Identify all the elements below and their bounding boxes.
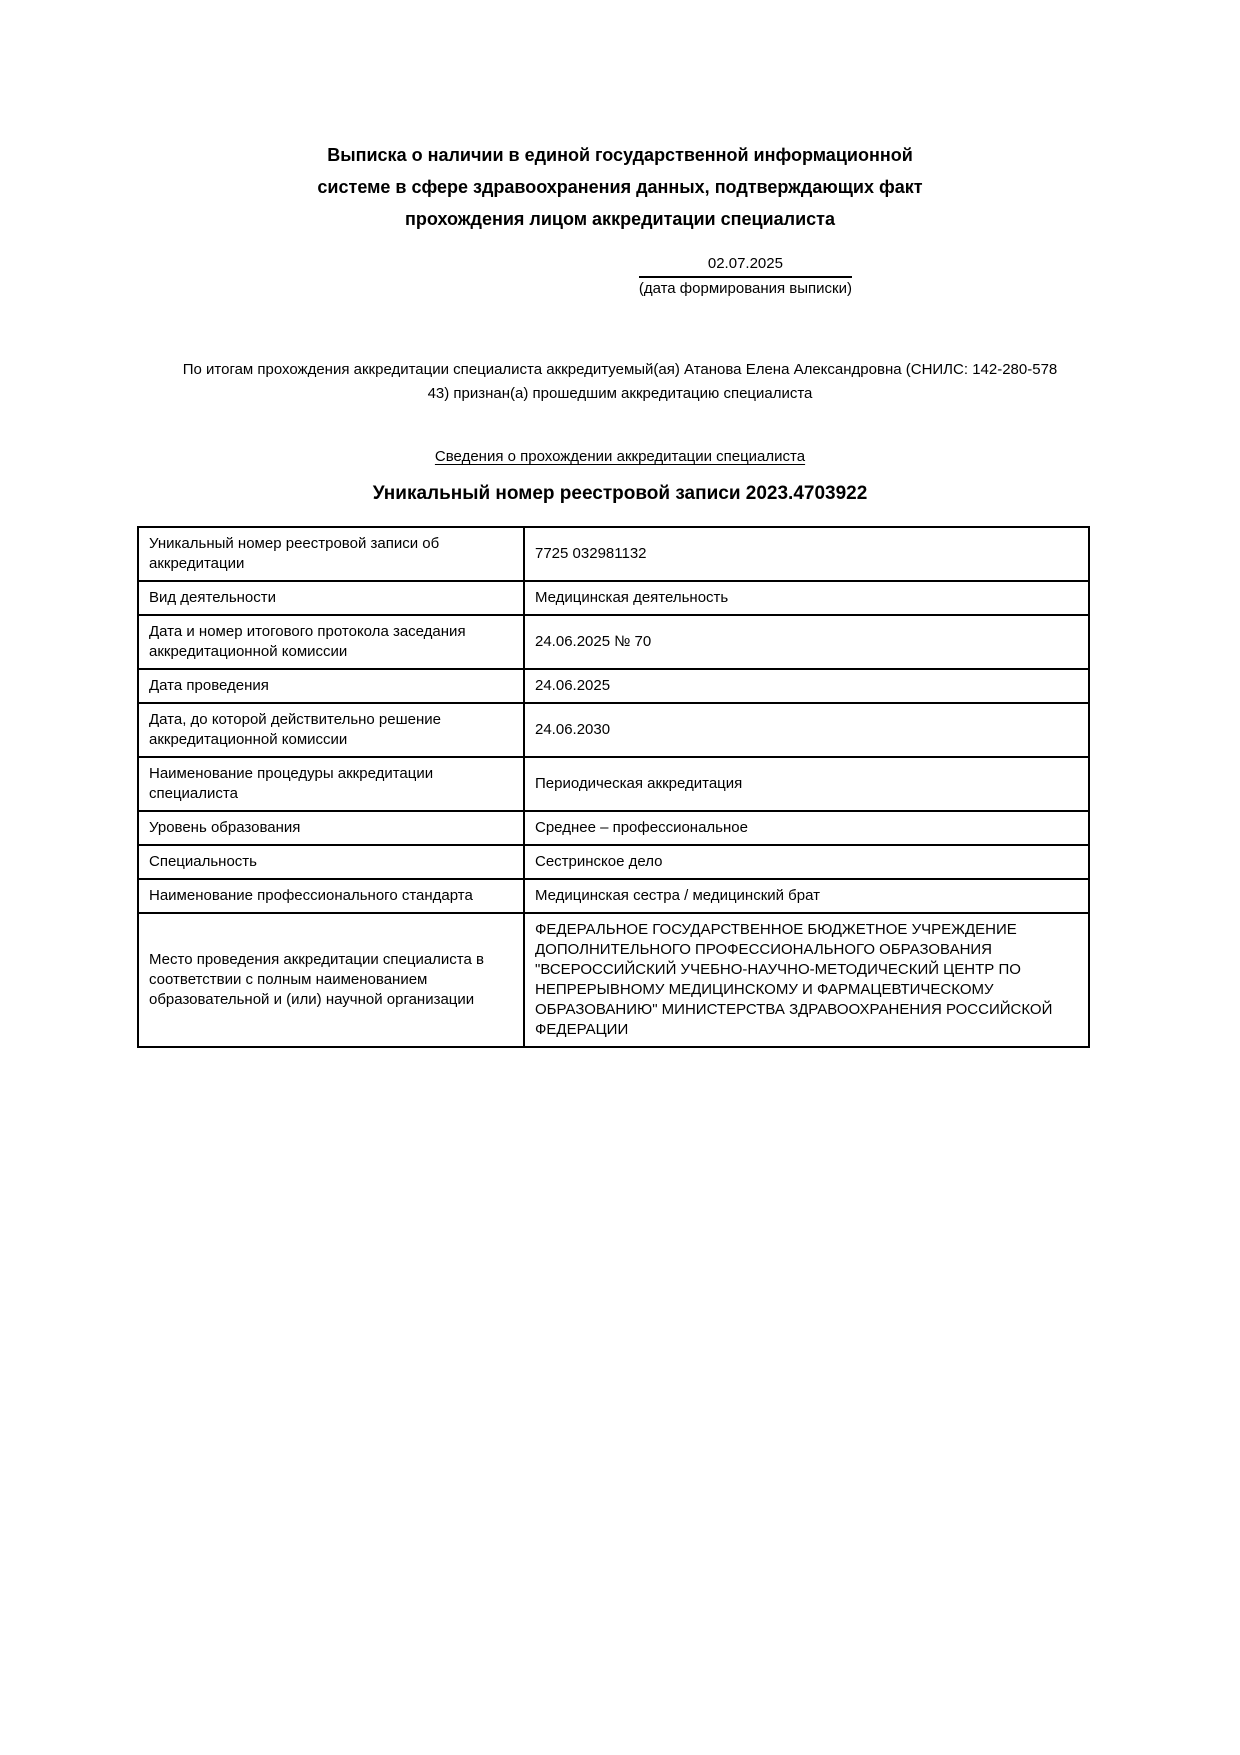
table-row — [138, 703, 1089, 757]
row-value: Среднее – профессиональное — [524, 811, 1089, 845]
table-row — [138, 757, 1089, 811]
document-title — [0, 139, 1240, 235]
table-row — [138, 527, 1089, 581]
row-value: Медицинская сестра / медицинский брат — [524, 879, 1089, 913]
row-value: 24.06.2025 № 70 — [524, 615, 1089, 669]
row-value: Периодическая аккредитация — [524, 757, 1089, 811]
table-row — [138, 615, 1089, 669]
registry-number-heading: Уникальный номер реестровой записи 2023.4703922 — [372, 483, 868, 504]
row-label: Наименование профессионального стандарта — [138, 879, 524, 913]
formation-date-caption: (дата формирования выписки) — [638, 280, 852, 297]
formation-date-block — [639, 255, 852, 298]
row-value: Медицинская деятельность — [524, 581, 1089, 615]
table-row — [138, 913, 1089, 1047]
row-value: Сестринское дело — [524, 845, 1089, 879]
summary-paragraph — [140, 358, 1100, 406]
accreditation-table — [137, 526, 1090, 1048]
table-row — [138, 811, 1089, 845]
row-label: Вид деятельности — [138, 581, 524, 615]
row-label: Дата, до которой действительно решение аккредитационной комиссии — [138, 703, 524, 757]
row-label: Уникальный номер реестровой записи об аккредитации — [138, 527, 524, 581]
row-label: Место проведения аккредитации специалиста в соответствии с полным наименованием образовательной и (или) научной организации — [138, 913, 524, 1047]
table-row — [138, 845, 1089, 879]
row-label: Наименование процедуры аккредитации специалиста — [138, 757, 524, 811]
row-label: Специальность — [138, 845, 524, 879]
row-value: ФЕДЕРАЛЬНОЕ ГОСУДАРСТВЕННОЕ БЮДЖЕТНОЕ УЧРЕЖДЕНИЕ ДОПОЛНИТЕЛЬНОГО ПРОФЕССИОНАЛЬНОГО ОБРАЗОВАНИЯ "ВСЕРОССИЙСКИЙ УЧЕБНО-НАУЧНО-МЕТОДИЧЕСКИЙ ЦЕНТР ПО НЕПРЕРЫВНОМУ МЕДИЦИНСКОМУ И ФАРМАЦЕВТИЧЕСКОМУ ОБРАЗОВАНИЮ" МИНИСТЕРСТВА ЗДРАВООХРАНЕНИЯ РОССИЙСКОЙ ФЕДЕРАЦИИ — [524, 913, 1089, 1047]
summary-line: 43) признан(а) прошедшим аккредитацию специалиста — [427, 385, 813, 402]
table-row — [138, 581, 1089, 615]
row-label: Дата проведения — [138, 669, 524, 703]
row-label: Дата и номер итогового протокола заседания аккредитационной комиссии — [138, 615, 524, 669]
section-heading: Сведения о прохождении аккредитации специалиста — [434, 448, 806, 465]
document-title-line: Выписка о наличии в единой государственной информационной — [327, 145, 913, 165]
document-title-line: прохождения лицом аккредитации специалиста — [405, 209, 835, 229]
formation-date: 02.07.2025 — [639, 255, 852, 278]
row-value: 24.06.2030 — [524, 703, 1089, 757]
row-value: 7725 032981132 — [524, 527, 1089, 581]
row-value: 24.06.2025 — [524, 669, 1089, 703]
table-row — [138, 669, 1089, 703]
document-title-line: системе в сфере здравоохранения данных, подтверждающих факт — [317, 177, 923, 197]
row-label: Уровень образования — [138, 811, 524, 845]
summary-line: По итогам прохождения аккредитации специалиста аккредитуемый(ая) Атанова Елена Александровна (СНИЛС: 142-280-578 — [182, 361, 1058, 378]
table-row — [138, 879, 1089, 913]
